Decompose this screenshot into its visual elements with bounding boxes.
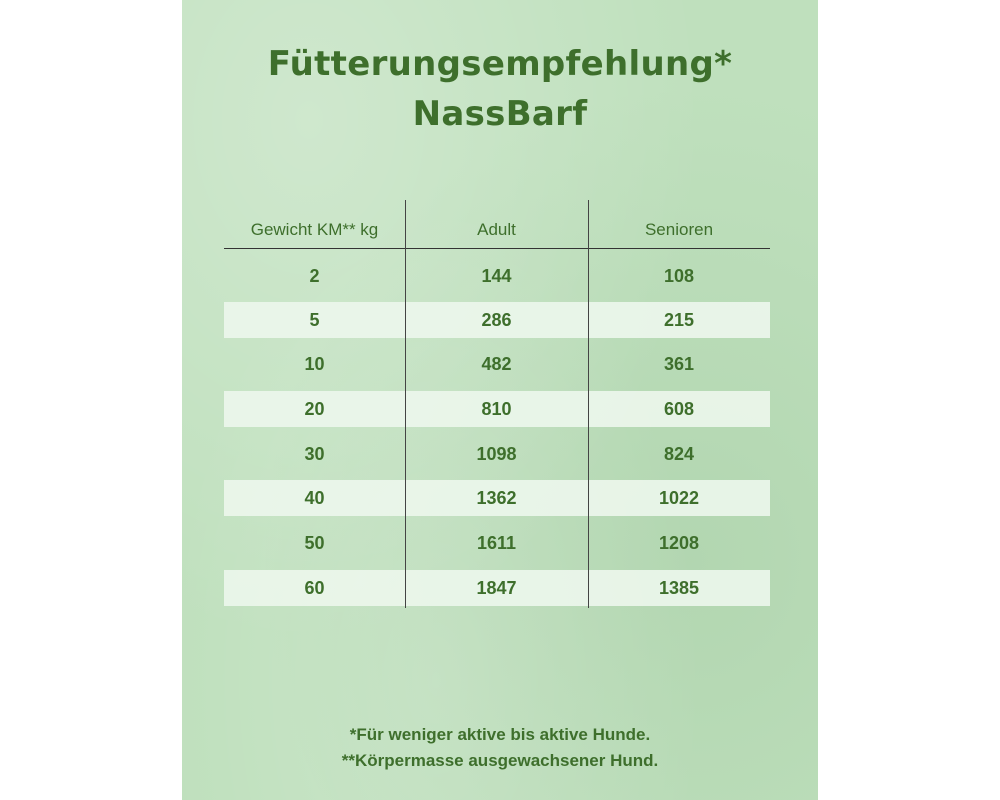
table-row	[224, 258, 770, 294]
feeding-recommendation-card	[182, 0, 818, 800]
header-divider	[224, 248, 770, 249]
table-header	[224, 212, 770, 248]
table-row	[224, 302, 770, 338]
cell-adult: 810	[481, 398, 512, 419]
cell-seniors: 1022	[658, 487, 700, 508]
header-adult: Adult	[477, 220, 516, 239]
column-divider	[588, 200, 589, 608]
cell-seniors: 215	[663, 309, 695, 330]
header-weight: Gewicht KM** kg	[250, 220, 379, 239]
cell-seniors: 608	[663, 398, 695, 419]
feeding-table	[224, 200, 770, 608]
cell-weight: 5	[309, 309, 320, 330]
table-row	[224, 480, 770, 516]
cell-weight: 60	[304, 577, 325, 598]
cell-adult: 1098	[476, 443, 517, 464]
table-row	[224, 391, 770, 427]
cell-adult: 1847	[476, 577, 517, 598]
table-row	[224, 570, 770, 606]
cell-weight: 20	[304, 398, 325, 419]
cell-seniors: 1208	[658, 532, 700, 553]
cell-weight: 2	[309, 265, 320, 286]
table-row	[224, 346, 770, 382]
header-seniors: Senioren	[644, 220, 714, 239]
cell-seniors: 108	[663, 265, 695, 286]
cell-adult: 1362	[476, 487, 517, 508]
footnote-body-mass: **Körpermasse ausgewachsener Hund.	[341, 751, 659, 770]
cell-weight: 10	[304, 353, 325, 374]
cell-weight: 30	[304, 443, 325, 464]
cell-weight: 40	[304, 487, 325, 508]
table-row	[224, 525, 770, 561]
column-divider	[405, 200, 406, 608]
cell-adult: 482	[481, 353, 512, 374]
cell-seniors: 361	[663, 353, 695, 374]
cell-adult: 1611	[476, 532, 517, 553]
cell-seniors: 1385	[658, 577, 700, 598]
title-line-2: NassBarf	[412, 94, 588, 134]
cell-adult: 286	[481, 309, 512, 330]
title-line-1: Fütterungsempfehlung*	[267, 44, 733, 84]
cell-adult: 144	[481, 265, 512, 286]
table-row	[224, 436, 770, 472]
cell-weight: 50	[304, 532, 325, 553]
cell-seniors: 824	[663, 443, 695, 464]
footnote-activity: *Für weniger aktive bis aktive Hunde.	[349, 725, 651, 744]
